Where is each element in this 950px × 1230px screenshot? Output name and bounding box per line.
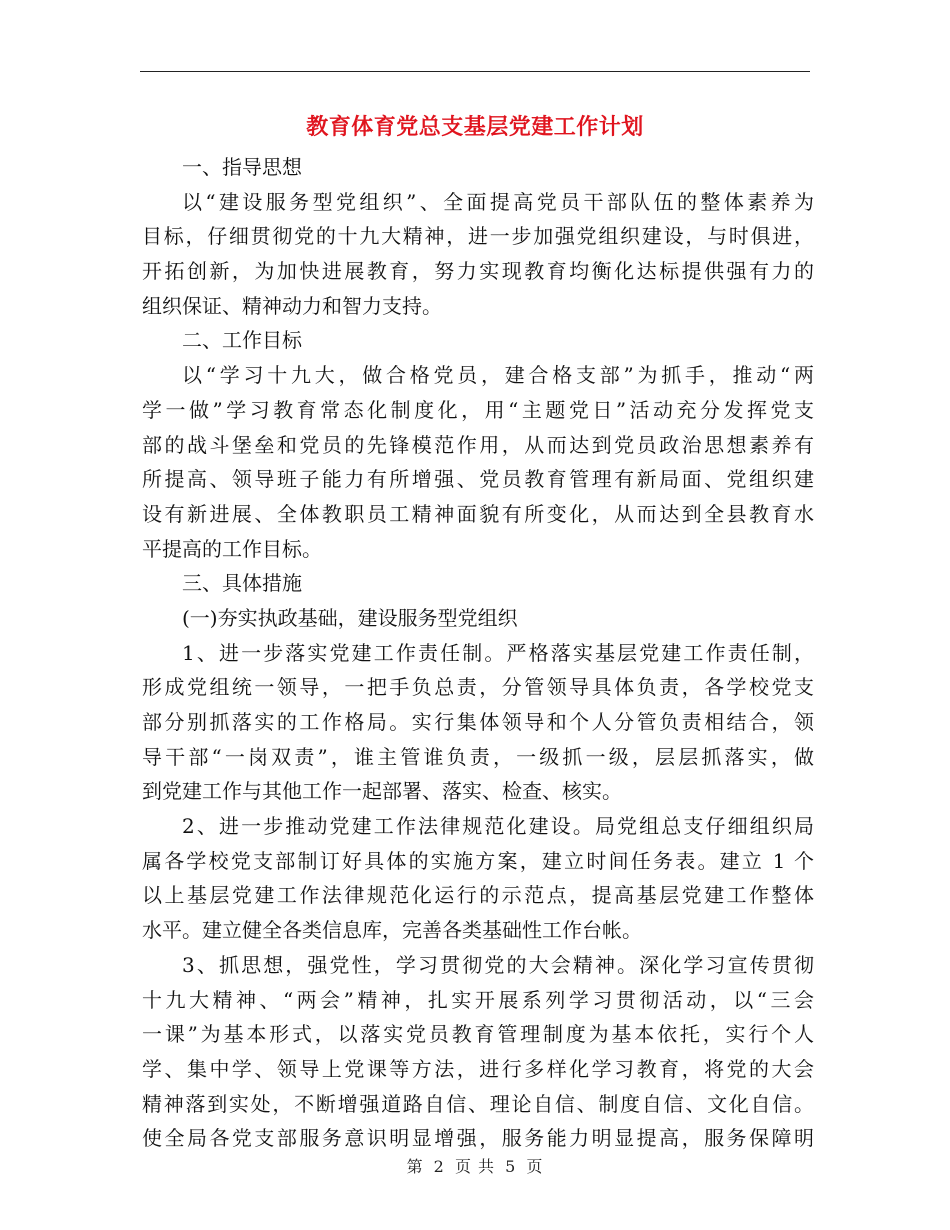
- footer-suffix: 页: [526, 1157, 544, 1176]
- body-line: 到党建工作与其他工作一起部署、落实、检查、核实。: [142, 779, 622, 804]
- document-body: [142, 150, 814, 1156]
- footer-middle: 页 共: [454, 1157, 496, 1176]
- body-line: 二、工作目标: [182, 328, 302, 353]
- body-line: 使全局各党支部服务意识明显增强，服务能力明显提高，服务保障明: [142, 1126, 814, 1151]
- body-line: 属各学校党支部制订好具体的实施方案，建立时间任务表。建立 1 个: [142, 848, 814, 873]
- body-line: 设有新进展、全体教职员工精神面貌有所变化，从而达到全县教育水: [142, 501, 814, 526]
- body-line: 目标，仔细贯彻党的十九大精神，进一步加强党组织建设，与时俱进，: [142, 224, 814, 249]
- body-line: 三、具体措施: [182, 571, 302, 596]
- header-rule: [140, 71, 810, 72]
- body-line: 2、进一步推动党建工作法律规范化建设。局党组总支仔细组织局: [182, 814, 814, 839]
- body-line: 组织保证、精神动力和智力支持。: [142, 293, 442, 318]
- body-line: 学、集中学、领导上党课等方法，进行多样化学习教育，将党的大会: [142, 1056, 814, 1081]
- body-line: 学一做”学习教育常态化制度化，用“主题党日”活动充分发挥党支: [142, 397, 814, 422]
- body-line: 3、抓思想，强党性，学习贯彻党的大会精神。深化学习宣传贯彻: [182, 952, 814, 977]
- body-line: 平提高的工作目标。: [142, 536, 322, 561]
- body-line: 1、进一步落实党建工作责任制。严格落实基层党建工作责任制，: [182, 640, 814, 665]
- body-line: 十九大精神、“两会”精神，扎实开展系列学习贯彻活动，以“三会: [142, 987, 814, 1012]
- footer-prefix: 第: [406, 1157, 424, 1176]
- footer-page-number: 2: [433, 1157, 445, 1176]
- body-line: 开拓创新，为加快进展教育，努力实现教育均衡化达标提供强有力的: [142, 259, 814, 284]
- page-footer: [0, 1154, 950, 1177]
- body-line: 一、指导思想: [182, 155, 302, 179]
- body-line: (一)夯实执政基础，建设服务型党组织: [182, 605, 518, 630]
- body-line: 精神落到实处，不断增强道路自信、理论自信、制度自信、文化自信。: [142, 1091, 814, 1116]
- body-line: 所提高、领导班子能力有所增强、党员教育管理有新局面、党组织建: [142, 467, 814, 492]
- body-line: 形成党组统一领导，一把手负总责，分管领导具体负责，各学校党支: [142, 675, 814, 700]
- document-title: 教育体育党总支基层党建工作计划: [306, 114, 644, 140]
- body-line: 一课”为基本形式，以落实党员教育管理制度为基本依托，实行个人: [142, 1022, 814, 1047]
- body-line: 部分别抓落实的工作格局。实行集体领导和个人分管负责相结合，领: [142, 710, 814, 734]
- footer-total-pages: 5: [505, 1157, 517, 1176]
- body-line: 以“建设服务型党组织”、全面提高党员干部队伍的整体素养为: [182, 189, 814, 214]
- body-line: 水平。建立健全各类信息库，完善各类基础性工作台帐。: [142, 918, 642, 943]
- body-line: 以“学习十九大，做合格党员，建合格支部”为抓手，推动“两: [182, 363, 814, 388]
- body-line: 以上基层党建工作法律规范化运行的示范点，提高基层党建工作整体: [142, 883, 814, 908]
- body-line: 导干部“一岗双责”，谁主管谁负责，一级抓一级，层层抓落实，做: [142, 744, 814, 769]
- body-line: 部的战斗堡垒和党员的先锋模范作用，从而达到党员政治思想素养有: [142, 432, 814, 457]
